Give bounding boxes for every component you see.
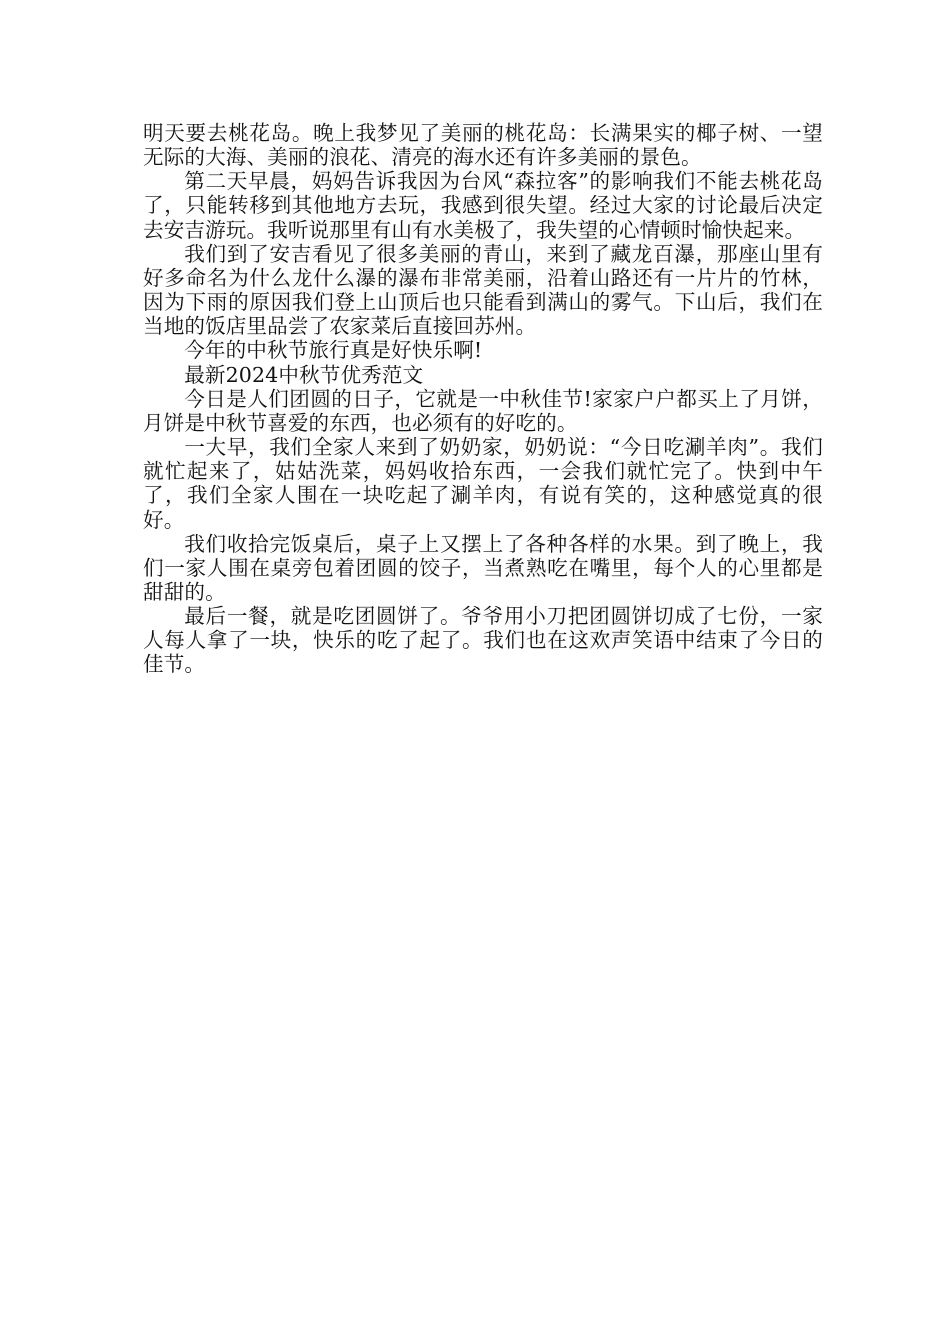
- paragraph-4: 今年的中秋节旅行真是好快乐啊!: [184, 338, 483, 363]
- paragraph-1: 明天要去桃花岛。晚上我梦见了美丽的桃花岛：长满果实的椰子树、一望无际的大海、美丽的浪花、清亮的海水还有许多美丽的景色。: [143, 121, 823, 170]
- document-body: [143, 121, 823, 677]
- paragraph-2: 第二天早晨，妈妈告诉我因为台风“森拉客”的影响我们不能去桃花岛了，只能转移到其他地方去玩，我感到很失望。经过大家的讨论最后决定去安吉游玩。我听说那里有山有水美极了，我失望的心情顿时愉快起来。: [143, 169, 823, 242]
- section-heading: 最新2024中秋节优秀范文: [184, 362, 424, 387]
- paragraph-9: 最后一餐，就是吃团圆饼了。爷爷用小刀把团圆饼切成了七份，一家人每人拿了一块，快乐的吃了起了。我们也在这欢声笑语中结束了今日的佳节。: [143, 604, 823, 677]
- paragraph-7: 一大早，我们全家人来到了奶奶家，奶奶说：“今日吃涮羊肉”。我们就忙起来了，姑姑洗菜，妈妈收拾东西，一会我们就忙完了。快到中午了，我们全家人围在一块吃起了涮羊肉，有说有笑的，这种感觉真的很好。: [143, 435, 823, 532]
- paragraph-3: 我们到了安吉看见了很多美丽的青山，来到了藏龙百瀑，那座山里有好多命名为什么龙什么瀑的瀑布非常美丽，沿着山路还有一片片的竹林，因为下雨的原因我们登上山顶后也只能看到满山的雾气。下山后，我们在当地的饭店里品尝了农家菜后直接回苏州。: [143, 241, 823, 339]
- paragraph-8: 我们收拾完饭桌后，桌子上又摆上了各种各样的水果。到了晚上，我们一家人围在桌旁包着团圆的饺子，当煮熟吃在嘴里，每个人的心里都是甜甜的。: [143, 531, 823, 604]
- paragraph-6: 今日是人们团圆的日子，它就是一中秋佳节!家家户户都买上了月饼，月饼是中秋节喜爱的东西，也必须有的好吃的。: [143, 386, 823, 435]
